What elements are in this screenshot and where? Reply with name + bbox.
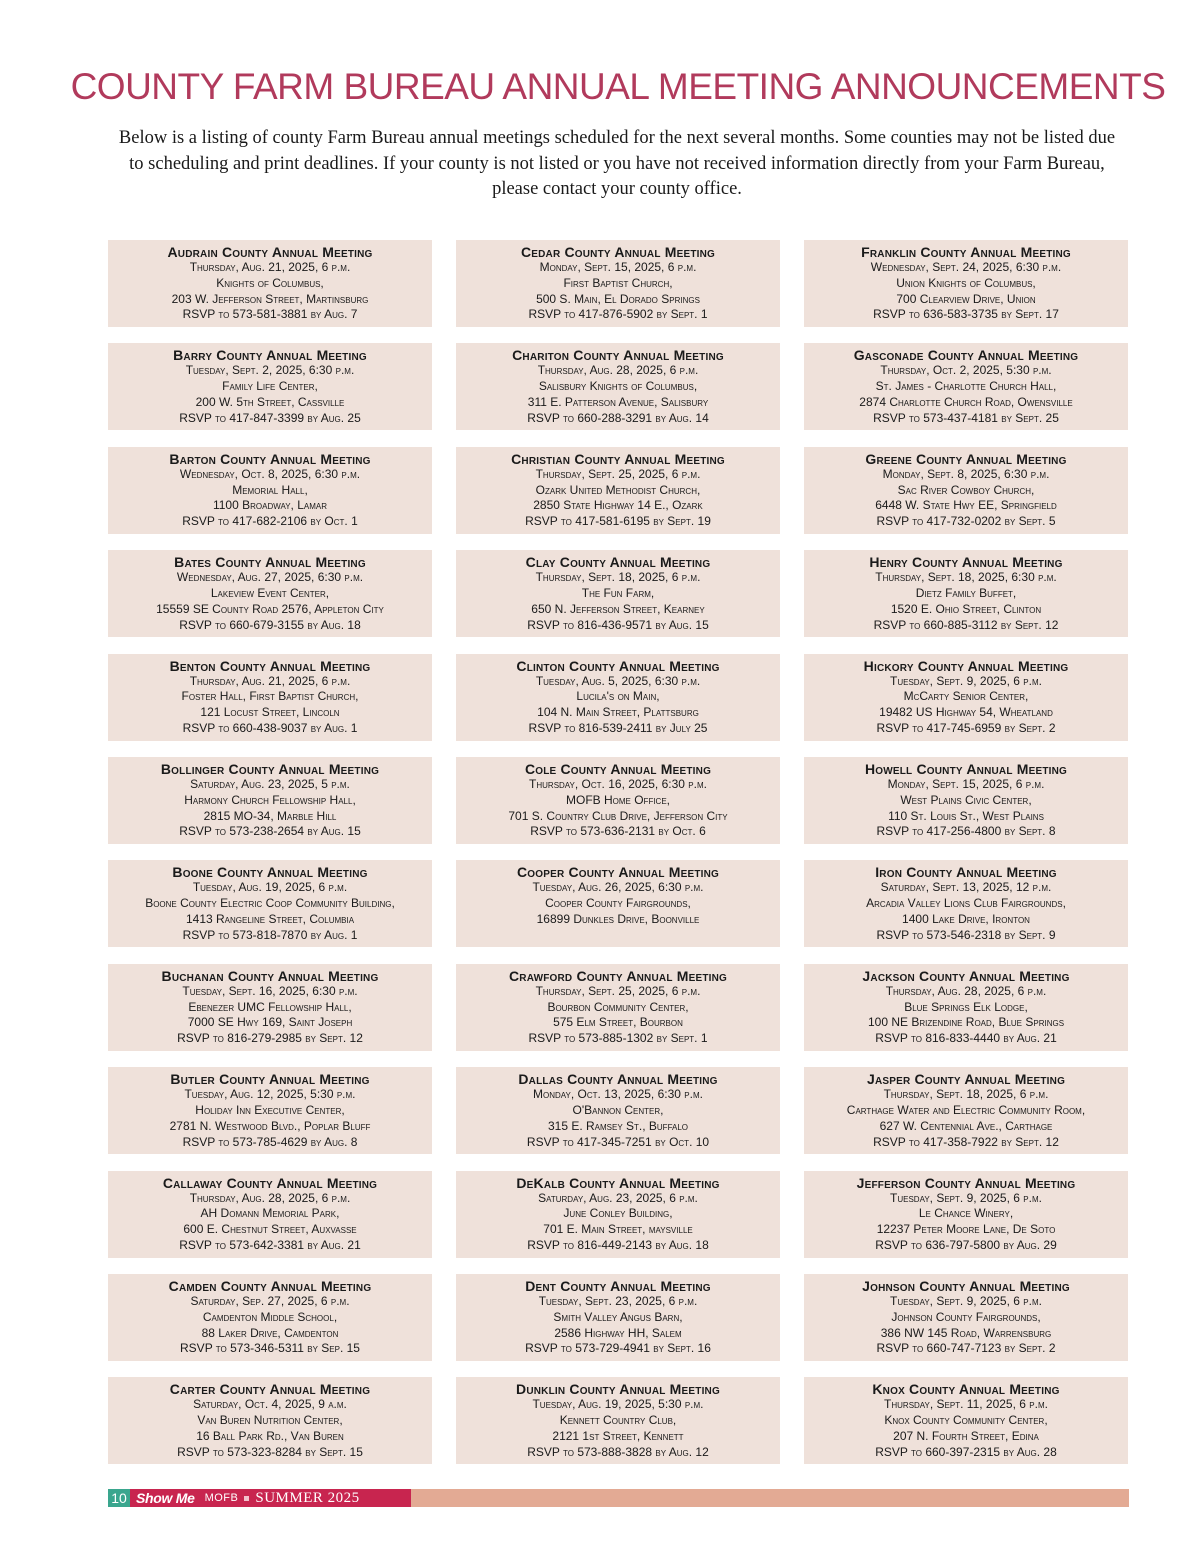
meeting-detail-line: 207 N. Fourth Street, Edina bbox=[893, 1428, 1039, 1443]
meeting-detail-line: 701 S. Country Club Drive, Jefferson City bbox=[508, 808, 728, 823]
meeting-detail-line: 16899 Dunkles Drive, Boonville bbox=[536, 911, 700, 926]
meeting-detail-line: RSVP to 417-682-2106 by Oct. 1 bbox=[182, 514, 358, 529]
meeting-detail-line: Kennett Country Club, bbox=[559, 1413, 677, 1428]
meeting-detail-line: 386 NW 145 Road, Warrensburg bbox=[880, 1325, 1052, 1340]
meeting-card bbox=[804, 654, 1128, 741]
meeting-detail-line: Salisbury Knights of Columbus, bbox=[538, 379, 698, 394]
meeting-card bbox=[108, 447, 432, 534]
issue-label: SUMMER 2025 bbox=[255, 1489, 360, 1506]
meeting-card bbox=[456, 447, 780, 534]
meeting-detail-line: Thursday, Oct. 2, 2025, 5:30 p.m. bbox=[880, 363, 1052, 378]
meeting-card bbox=[456, 654, 780, 741]
meeting-detail-line: 2815 MO-34, Marble Hill bbox=[203, 808, 337, 823]
meeting-detail-line: Arcadia Valley Lions Club Fairgrounds, bbox=[866, 896, 1066, 911]
meeting-detail-line: RSVP to 573-437-4181 by Sept. 25 bbox=[873, 410, 1059, 425]
page-number: 10 bbox=[108, 1489, 130, 1507]
meeting-detail-line: Cooper County Fairgrounds, bbox=[545, 896, 691, 911]
meeting-card bbox=[456, 757, 780, 844]
meeting-detail-line: Le Chance Winery, bbox=[918, 1206, 1014, 1221]
meeting-detail-line: McCarty Senior Center, bbox=[903, 689, 1029, 704]
meeting-detail-line: Thursday, Sept. 18, 2025, 6:30 p.m. bbox=[875, 570, 1057, 585]
meeting-detail-line: Wednesday, Oct. 8, 2025, 6:30 p.m. bbox=[179, 466, 361, 481]
meeting-title: Clay County Annual Meeting bbox=[525, 554, 711, 571]
meeting-card bbox=[456, 1171, 780, 1258]
meeting-title: Dallas County Annual Meeting bbox=[518, 1071, 718, 1088]
footer-accent-bar bbox=[411, 1489, 1129, 1507]
meeting-title: Audrain County Annual Meeting bbox=[167, 244, 373, 260]
meeting-title: Gasconade County Annual Meeting bbox=[853, 347, 1079, 364]
meeting-detail-line: AH Domann Memorial Park, bbox=[200, 1206, 340, 1221]
page-title: COUNTY FARM BUREAU ANNUAL MEETING ANNOUNCEMENTS bbox=[70, 66, 1166, 107]
meeting-detail-line: 2121 1st Street, Kennett bbox=[552, 1428, 684, 1443]
meeting-card bbox=[456, 550, 780, 637]
meeting-detail-line: Camdenton Middle School, bbox=[202, 1309, 338, 1324]
meeting-detail-line: RSVP to 660-747-7123 by Sept. 2 bbox=[876, 1341, 1056, 1356]
meeting-title: Barton County Annual Meeting bbox=[169, 450, 371, 467]
meeting-detail-line: Family Life Center, bbox=[222, 379, 318, 394]
separator-square bbox=[244, 1496, 249, 1501]
meeting-title: Buchanan County Annual Meeting bbox=[161, 967, 379, 984]
meeting-detail-line: MOFB Home Office, bbox=[566, 792, 670, 807]
meeting-detail-line: Ozark United Methodist Church, bbox=[535, 482, 701, 497]
meeting-title: Bates County Annual Meeting bbox=[174, 554, 366, 571]
meeting-detail-line: 311 E. Patterson Avenue, Salisbury bbox=[527, 394, 709, 409]
meeting-detail-line: Tuesday, Sept. 2, 2025, 6:30 p.m. bbox=[185, 363, 355, 378]
meeting-detail-line: RSVP to 636-797-5800 by Aug. 29 bbox=[875, 1237, 1057, 1252]
meeting-card bbox=[804, 1171, 1128, 1258]
meeting-card bbox=[456, 1274, 780, 1361]
meeting-title: Carter County Annual Meeting bbox=[169, 1381, 371, 1398]
meeting-detail-line: Sac River Cowboy Church, bbox=[897, 482, 1035, 497]
meeting-title: Cooper County Annual Meeting bbox=[516, 864, 720, 881]
meeting-detail-line: 88 Laker Drive, Camdenton bbox=[201, 1325, 339, 1340]
meeting-card bbox=[804, 550, 1128, 637]
meeting-detail-line: RSVP to 573-729-4941 by Sept. 16 bbox=[525, 1341, 711, 1356]
meeting-detail-line: Thursday, Sept. 11, 2025, 6 p.m. bbox=[884, 1397, 1048, 1412]
meeting-detail-line: RSVP to 660-397-2315 by Aug. 28 bbox=[875, 1444, 1057, 1459]
meeting-detail-line: Monday, Oct. 13, 2025, 6:30 p.m. bbox=[533, 1087, 703, 1102]
meeting-detail-line: RSVP to 417-745-6959 by Sept. 2 bbox=[876, 720, 1056, 735]
meeting-detail-line: 7000 SE Hwy 169, Saint Joseph bbox=[187, 1015, 353, 1030]
meeting-detail-line: RSVP to 573-546-2318 by Sept. 9 bbox=[876, 927, 1056, 942]
meeting-detail-line: RSVP to 417-345-7251 by Oct. 10 bbox=[526, 1134, 710, 1149]
meeting-detail-line: RSVP to 417-732-0202 by Sept. 5 bbox=[876, 514, 1056, 529]
meeting-detail-line: RSVP to 573-238-2654 by Aug. 15 bbox=[179, 824, 361, 839]
meeting-detail-line: RSVP to 417-581-6195 by Sept. 19 bbox=[525, 514, 711, 529]
meeting-title: Callaway County Annual Meeting bbox=[162, 1174, 378, 1191]
meeting-card bbox=[804, 343, 1128, 430]
meeting-card bbox=[456, 860, 780, 947]
meeting-detail-line: RSVP to 573-346-5311 by Sep. 15 bbox=[180, 1341, 360, 1356]
meeting-detail-line: Memorial Hall, bbox=[232, 482, 308, 497]
meeting-detail-line: 701 E. Main Street, maysville bbox=[543, 1222, 693, 1237]
meeting-detail-line: 6448 W. State Hwy EE, Springfield bbox=[875, 498, 1057, 513]
meeting-detail-line: RSVP to 816-449-2143 by Aug. 18 bbox=[527, 1237, 709, 1252]
meeting-card bbox=[804, 1377, 1128, 1464]
meeting-detail-line: Saturday, Oct. 4, 2025, 9 a.m. bbox=[193, 1397, 347, 1412]
brand-logo: Show Me bbox=[136, 1490, 195, 1506]
meeting-card bbox=[456, 964, 780, 1051]
meeting-detail-line: RSVP to 660-679-3155 by Aug. 18 bbox=[179, 617, 361, 632]
meeting-card bbox=[456, 1067, 780, 1154]
meeting-card bbox=[108, 654, 432, 741]
meeting-detail-line: Boone County Electric Coop Community Building, bbox=[145, 896, 395, 911]
meeting-title: Hickory County Annual Meeting bbox=[863, 657, 1069, 674]
meeting-card bbox=[456, 240, 780, 327]
meeting-title: Knox County Annual Meeting bbox=[872, 1381, 1060, 1398]
meeting-detail-line: 1520 E. Ohio Street, Clinton bbox=[890, 601, 1042, 616]
meeting-detail-line: Thursday, Sept. 25, 2025, 6 p.m. bbox=[535, 466, 701, 481]
meeting-detail-line: 500 S. Main, El Dorado Springs bbox=[536, 291, 700, 306]
meeting-detail-line: RSVP to 417-847-3399 by Aug. 25 bbox=[179, 410, 361, 425]
meeting-detail-line: 627 W. Centennial Ave., Carthage bbox=[879, 1118, 1053, 1133]
meeting-detail-line: 104 N. Main Street, Plattsburg bbox=[537, 705, 699, 720]
meeting-detail-line: RSVP to 573-785-4629 by Aug. 8 bbox=[182, 1134, 358, 1149]
meeting-detail-line: St. James - Charlotte Church Hall, bbox=[875, 379, 1057, 394]
meeting-detail-line: Saturday, Sept. 13, 2025, 12 p.m. bbox=[880, 880, 1052, 895]
meeting-card bbox=[108, 1067, 432, 1154]
meeting-detail-line: Smith Valley Angus Barn, bbox=[553, 1309, 683, 1324]
meeting-title: Barry County Annual Meeting bbox=[173, 347, 367, 364]
meeting-title: Jasper County Annual Meeting bbox=[866, 1071, 1066, 1088]
meeting-detail-line: Thursday, Sept. 18, 2025, 6 p.m. bbox=[535, 570, 701, 585]
meeting-detail-line: RSVP to 417-256-4800 by Sept. 8 bbox=[876, 824, 1056, 839]
meeting-detail-line: Tuesday, Sept. 16, 2025, 6:30 p.m. bbox=[182, 983, 358, 998]
meeting-detail-line: RSVP to 816-539-2411 by July 25 bbox=[528, 720, 708, 735]
meeting-detail-line: Harmony Church Fellowship Hall, bbox=[184, 792, 356, 807]
page-footer bbox=[108, 1489, 1129, 1507]
meeting-detail-line: 1100 Broadway, Lamar bbox=[212, 498, 328, 513]
meeting-detail-line: RSVP to 660-288-3291 by Aug. 14 bbox=[527, 410, 709, 425]
meeting-detail-line: Thursday, Aug. 21, 2025, 6 p.m. bbox=[189, 673, 351, 688]
meeting-title: Cedar County Annual Meeting bbox=[520, 244, 716, 260]
meeting-card bbox=[108, 757, 432, 844]
meeting-title: Dent County Annual Meeting bbox=[525, 1277, 711, 1294]
meeting-detail-line: RSVP to 816-279-2985 by Sept. 12 bbox=[177, 1031, 363, 1046]
meeting-title: Jefferson County Annual Meeting bbox=[856, 1174, 1076, 1191]
meeting-detail-line: 575 Elm Street, Bourbon bbox=[553, 1015, 683, 1030]
meeting-detail-line: 203 W. Jefferson Street, Martinsburg bbox=[171, 291, 369, 306]
meeting-detail-line: RSVP to 636-583-3735 by Sept. 17 bbox=[873, 307, 1059, 322]
meeting-detail-line: Lakeview Event Center, bbox=[210, 585, 330, 600]
meeting-title: Benton County Annual Meeting bbox=[169, 657, 371, 674]
meeting-card bbox=[108, 343, 432, 430]
meeting-detail-line: 2781 N. Westwood Blvd., Poplar Bluff bbox=[169, 1118, 371, 1133]
meeting-detail-line: 1413 Rangeline Street, Columbia bbox=[185, 911, 355, 926]
meeting-card bbox=[108, 1274, 432, 1361]
meeting-card bbox=[108, 550, 432, 637]
meeting-detail-line: Foster Hall, First Baptist Church, bbox=[181, 689, 359, 704]
meeting-detail-line: Blue Springs Elk Lodge, bbox=[904, 999, 1028, 1014]
meeting-title: Crawford County Annual Meeting bbox=[508, 967, 728, 984]
meeting-detail-line: Thursday, Sept. 25, 2025, 6 p.m. bbox=[535, 983, 701, 998]
meeting-detail-line: First Baptist Church, bbox=[563, 275, 673, 290]
meeting-title: Cole County Annual Meeting bbox=[524, 760, 712, 777]
meeting-detail-line: Tuesday, Aug. 5, 2025, 6:30 p.m. bbox=[535, 673, 701, 688]
meeting-detail-line: 1400 Lake Drive, Ironton bbox=[902, 911, 1030, 926]
meeting-detail-line: 110 St. Louis St., West Plains bbox=[888, 808, 1044, 823]
meeting-detail-line: Holiday Inn Executive Center, bbox=[195, 1102, 345, 1117]
meeting-detail-line: The Fun Farm, bbox=[581, 585, 655, 600]
meeting-title: Henry County Annual Meeting bbox=[869, 554, 1063, 571]
meeting-detail-line: Van Buren Nutrition Center, bbox=[197, 1413, 343, 1428]
meeting-detail-line: Johnson County Fairgrounds, bbox=[891, 1309, 1041, 1324]
meeting-detail-line: Carthage Water and Electric Community Room, bbox=[846, 1102, 1086, 1117]
meeting-detail-line: Union Knights of Columbus, bbox=[896, 275, 1036, 290]
meeting-title: Dunklin County Annual Meeting bbox=[516, 1381, 720, 1398]
meeting-title: Franklin County Annual Meeting bbox=[861, 244, 1071, 260]
meeting-card bbox=[804, 964, 1128, 1051]
meeting-detail-line: RSVP to 816-833-4440 by Aug. 21 bbox=[875, 1031, 1057, 1046]
meeting-detail-line: Tuesday, Sept. 9, 2025, 6 p.m. bbox=[890, 1190, 1042, 1205]
meeting-detail-line: 19482 US Highway 54, Wheatland bbox=[879, 705, 1053, 720]
meeting-detail-line: Thursday, Aug. 28, 2025, 6 p.m. bbox=[189, 1190, 351, 1205]
meeting-detail-line: Tuesday, Aug. 19, 2025, 6 p.m. bbox=[192, 880, 348, 895]
intro-paragraph: Below is a listing of county Farm Bureau annual meetings scheduled for the next several months. Some counties may not be listed due to scheduling and print deadlines. If your county is not listed or you have not received information directly from your Farm Bureau, please contact your county office. bbox=[118, 128, 1116, 199]
meeting-detail-line: June Conley Building, bbox=[563, 1206, 673, 1221]
meeting-detail-line: Saturday, Aug. 23, 2025, 5 p.m. bbox=[190, 776, 350, 791]
meeting-detail-line: 2850 State Highway 14 E., Ozark bbox=[533, 498, 703, 513]
meeting-title: Christian County Annual Meeting bbox=[511, 450, 725, 467]
meeting-card bbox=[804, 1067, 1128, 1154]
meeting-detail-line: Thursday, Aug. 21, 2025, 6 p.m. bbox=[189, 260, 351, 274]
meeting-card bbox=[804, 240, 1128, 327]
meeting-detail-line: 16 Ball Park Rd., Van Buren bbox=[196, 1428, 344, 1443]
meeting-detail-line: Thursday, Aug. 28, 2025, 6 p.m. bbox=[885, 983, 1047, 998]
footer-brand-bar bbox=[108, 1489, 411, 1507]
meeting-detail-line: Bourbon Community Center, bbox=[547, 999, 689, 1014]
meeting-detail-line: O'Bannon Center, bbox=[572, 1102, 664, 1117]
meeting-detail-line: RSVP to 573-581-3881 by Aug. 7 bbox=[182, 307, 358, 322]
meeting-detail-line: RSVP to 573-323-8284 by Sept. 15 bbox=[177, 1444, 363, 1459]
meeting-detail-line: Thursday, Sept. 18, 2025, 6 p.m. bbox=[883, 1087, 1049, 1102]
meeting-detail-line: Monday, Sept. 8, 2025, 6:30 p.m. bbox=[882, 466, 1050, 481]
meeting-title: Clinton County Annual Meeting bbox=[516, 657, 720, 674]
meeting-detail-line: Monday, Sept. 15, 2025, 6 p.m. bbox=[887, 776, 1045, 791]
meeting-detail-line: 700 Clearview Drive, Union bbox=[896, 291, 1036, 306]
meeting-detail-line: Saturday, Sep. 27, 2025, 6 p.m. bbox=[190, 1293, 350, 1308]
meeting-detail-line: Tuesday, Aug. 12, 2025, 5:30 p.m. bbox=[184, 1087, 356, 1102]
meeting-card bbox=[108, 1171, 432, 1258]
meeting-detail-line: Ebenezer UMC Fellowship Hall, bbox=[188, 999, 352, 1014]
meeting-detail-line: 15559 SE County Road 2576, Appleton City bbox=[156, 601, 384, 616]
meeting-detail-line: Monday, Sept. 15, 2025, 6 p.m. bbox=[539, 260, 697, 274]
meeting-detail-line: 2586 Highway HH, Salem bbox=[554, 1325, 682, 1340]
meeting-detail-line: RSVP to 417-358-7922 by Sept. 12 bbox=[873, 1134, 1059, 1149]
meeting-detail-line: West Plains Civic Center, bbox=[900, 792, 1032, 807]
meeting-card bbox=[456, 343, 780, 430]
meeting-detail-line: Knights of Columbus, bbox=[216, 275, 324, 290]
meeting-title: Greene County Annual Meeting bbox=[865, 450, 1067, 467]
meeting-detail-line: RSVP to 573-642-3381 by Aug. 21 bbox=[179, 1237, 361, 1252]
meeting-detail-line: RSVP to 660-885-3112 by Sept. 12 bbox=[873, 617, 1059, 632]
meeting-title: Iron County Annual Meeting bbox=[875, 864, 1057, 881]
meeting-detail-line: RSVP to 573-885-1302 by Sept. 1 bbox=[528, 1031, 708, 1046]
meeting-detail-line: RSVP to 573-818-7870 by Aug. 1 bbox=[182, 927, 358, 942]
meeting-title: Boone County Annual Meeting bbox=[172, 864, 368, 881]
meeting-detail-line: 121 Locust Street, Lincoln bbox=[200, 705, 340, 720]
meeting-title: Chariton County Annual Meeting bbox=[512, 347, 724, 364]
meeting-title: Johnson County Annual Meeting bbox=[862, 1277, 1070, 1294]
meeting-detail-line: 650 N. Jefferson Street, Kearney bbox=[531, 601, 705, 616]
meeting-title: Jackson County Annual Meeting bbox=[862, 967, 1070, 984]
meeting-detail-line: RSVP to 573-888-3828 by Aug. 12 bbox=[527, 1444, 709, 1459]
meeting-detail-line: 12237 Peter Moore Lane, De Soto bbox=[876, 1222, 1056, 1237]
meeting-detail-line: Tuesday, Sept. 9, 2025, 6 p.m. bbox=[890, 673, 1042, 688]
meeting-card bbox=[108, 964, 432, 1051]
meeting-card bbox=[804, 447, 1128, 534]
meeting-card bbox=[804, 1274, 1128, 1361]
meeting-detail-line: Dietz Family Buffet, bbox=[915, 585, 1017, 600]
meeting-detail-line: 200 W. 5th Street, Cassville bbox=[195, 394, 345, 409]
meeting-card bbox=[804, 860, 1128, 947]
meeting-card bbox=[108, 860, 432, 947]
meeting-detail-line: Tuesday, Sept. 23, 2025, 6 p.m. bbox=[538, 1293, 698, 1308]
meeting-detail-line: RSVP to 417-876-5902 by Sept. 1 bbox=[528, 307, 708, 322]
meeting-detail-line: RSVP to 660-438-9037 by Aug. 1 bbox=[182, 720, 358, 735]
meeting-grid bbox=[108, 240, 1128, 1464]
meeting-card bbox=[108, 240, 432, 327]
meeting-detail-line: RSVP to 816-436-9571 by Aug. 15 bbox=[527, 617, 709, 632]
meeting-detail-line: Saturday, Aug. 23, 2025, 6 p.m. bbox=[538, 1190, 698, 1205]
meeting-title: DeKalb County Annual Meeting bbox=[516, 1174, 720, 1191]
meeting-title: Butler County Annual Meeting bbox=[170, 1071, 370, 1088]
meeting-title: Camden County Annual Meeting bbox=[168, 1277, 372, 1294]
meeting-detail-line: Knox County Community Center, bbox=[884, 1413, 1048, 1428]
meeting-detail-line: Wednesday, Aug. 27, 2025, 6:30 p.m. bbox=[176, 570, 364, 585]
brand-subtitle: MOFB bbox=[204, 1492, 239, 1504]
meeting-detail-line: Thursday, Aug. 28, 2025, 6 p.m. bbox=[537, 363, 699, 378]
meeting-detail-line: 100 NE Brizendine Road, Blue Springs bbox=[867, 1015, 1065, 1030]
meeting-detail-line: Wednesday, Sept. 24, 2025, 6:30 p.m. bbox=[870, 260, 1062, 274]
meeting-detail-line: Tuesday, Aug. 19, 2025, 5:30 p.m. bbox=[532, 1397, 704, 1412]
meeting-title: Howell County Annual Meeting bbox=[864, 760, 1068, 777]
meeting-title: Bollinger County Annual Meeting bbox=[160, 760, 380, 777]
meeting-card bbox=[108, 1377, 432, 1464]
meeting-detail-line: Lucila's on Main, bbox=[576, 689, 660, 704]
meeting-detail-line: 2874 Charlotte Church Road, Owensville bbox=[859, 394, 1073, 409]
meeting-detail-line: Tuesday, Aug. 26, 2025, 6:30 p.m. bbox=[532, 880, 704, 895]
meeting-detail-line: Thursday, Oct. 16, 2025, 6:30 p.m. bbox=[529, 776, 707, 791]
meeting-card bbox=[456, 1377, 780, 1464]
meeting-detail-line: 315 E. Ramsey St., Buffalo bbox=[547, 1118, 689, 1133]
meeting-detail-line: Tuesday, Sept. 9, 2025, 6 p.m. bbox=[890, 1293, 1042, 1308]
meeting-card bbox=[804, 757, 1128, 844]
meeting-detail-line: RSVP to 573-636-2131 by Oct. 6 bbox=[530, 824, 706, 839]
meeting-detail-line: 600 E. Chestnut Street, Auxvasse bbox=[183, 1222, 357, 1237]
